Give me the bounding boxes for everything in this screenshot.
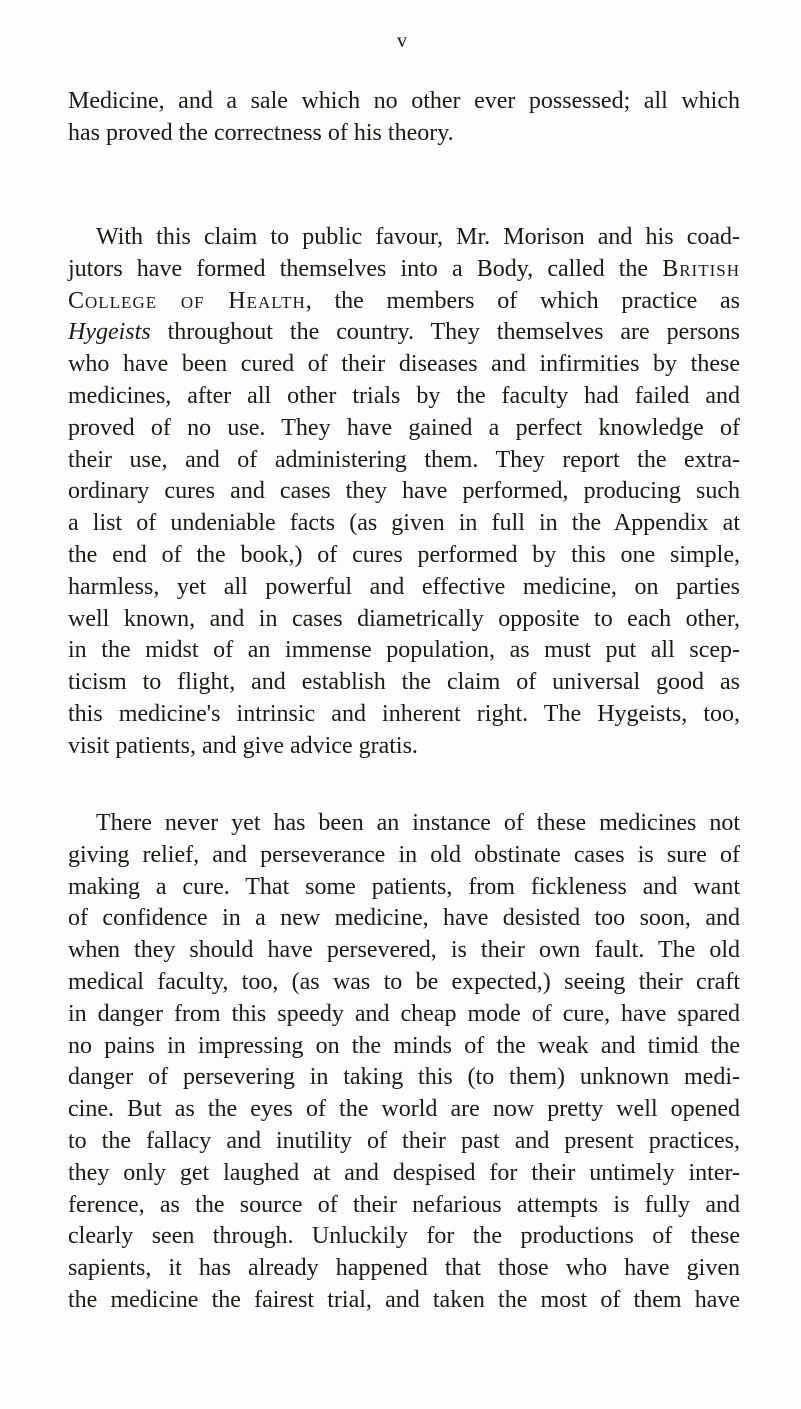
paragraph-3 [68, 808, 740, 1317]
text-line: giving relief, and perseverance in old obstinate cases is sure of [68, 841, 740, 868]
text-line: the end of the book,) of cures performed by this one simple, [68, 541, 740, 568]
text-line [68, 286, 740, 318]
college-name-part: College of Health [68, 287, 306, 314]
text-line: their use, and of administering them. They report the extra- [68, 446, 740, 473]
text-line: medical faculty, too, (as was to be expected,) seeing their craft [68, 968, 740, 995]
text-line: making a cure. That some patients, from fickleness and want [68, 873, 740, 900]
text-line: There never yet has been an instance of these medicines not [96, 810, 740, 836]
text-line: ference, as the source of their nefarious attempts is fully and [68, 1191, 740, 1218]
text-line: medicines, after all other trials by the faculty had failed and [68, 382, 740, 409]
text-line: harmless, yet all powerful and effective medicine, on parties [68, 573, 740, 600]
paragraph-1 [68, 86, 740, 150]
text-line: to the fallacy and inutility of their past and present practices, [68, 1127, 740, 1154]
text-line: this medicine's intrinsic and inherent right. The Hygeists, too, [68, 700, 740, 727]
text-line: a list of undeniable facts (as given in full in the Appendix at [68, 510, 740, 537]
text-line: has proved the correctness of his theory. [68, 119, 454, 146]
hygeists-term: Hygeists [68, 319, 151, 346]
text-line: of confidence in a new medicine, have desisted too soon, and [68, 905, 740, 932]
text-line: who have been cured of their diseases and infirmities by these [68, 351, 740, 378]
text-line: sapients, it has already happened that those who have given [68, 1255, 740, 1282]
paragraph-2 [68, 222, 740, 763]
text-line: ticism to flight, and establish the claim of universal good as [68, 669, 740, 696]
text-line: no pains in impressing on the minds of the weak and timid the [68, 1032, 740, 1059]
text-segment: jutors have formed themselves into a Body, called the [68, 255, 663, 282]
text-line: clearly seen through. Unluckily for the productions of these [68, 1223, 740, 1250]
text-line: ordinary cures and cases they have performed, producing such [68, 478, 740, 505]
text-line: danger of persevering in taking this (to them) unknown medi- [68, 1064, 740, 1091]
text-line: in the midst of an immense population, as must put all scep- [68, 637, 740, 664]
college-name-part: British [662, 255, 740, 282]
text-line: the medicine the fairest trial, and taken the most of them have [68, 1286, 740, 1313]
text-line: visit patients, and give advice gratis. [68, 732, 418, 759]
text-segment: throughout the country. They themselves are persons [150, 319, 740, 346]
text-line: With this claim to public favour, Mr. Morison and his coad- [96, 224, 740, 250]
text-line: well known, and in cases diametrically opposite to each other, [68, 605, 740, 632]
text-segment: , the members of which practice as [305, 287, 740, 314]
text-line [68, 254, 740, 286]
text-line [68, 317, 740, 349]
page-number: v [397, 30, 407, 52]
text-line: in danger from this speedy and cheap mode of cure, have spared [68, 1000, 740, 1027]
text-line: cine. But as the eyes of the world are now pretty well opened [68, 1096, 740, 1123]
text-line: proved of no use. They have gained a perfect knowledge of [68, 414, 740, 441]
text-line: they only get laughed at and despised for their untimely inter- [68, 1159, 740, 1186]
text-line: when they should have persevered, is their own fault. The old [68, 937, 740, 964]
text-line: Medicine, and a sale which no other ever possessed; all which [68, 88, 740, 114]
